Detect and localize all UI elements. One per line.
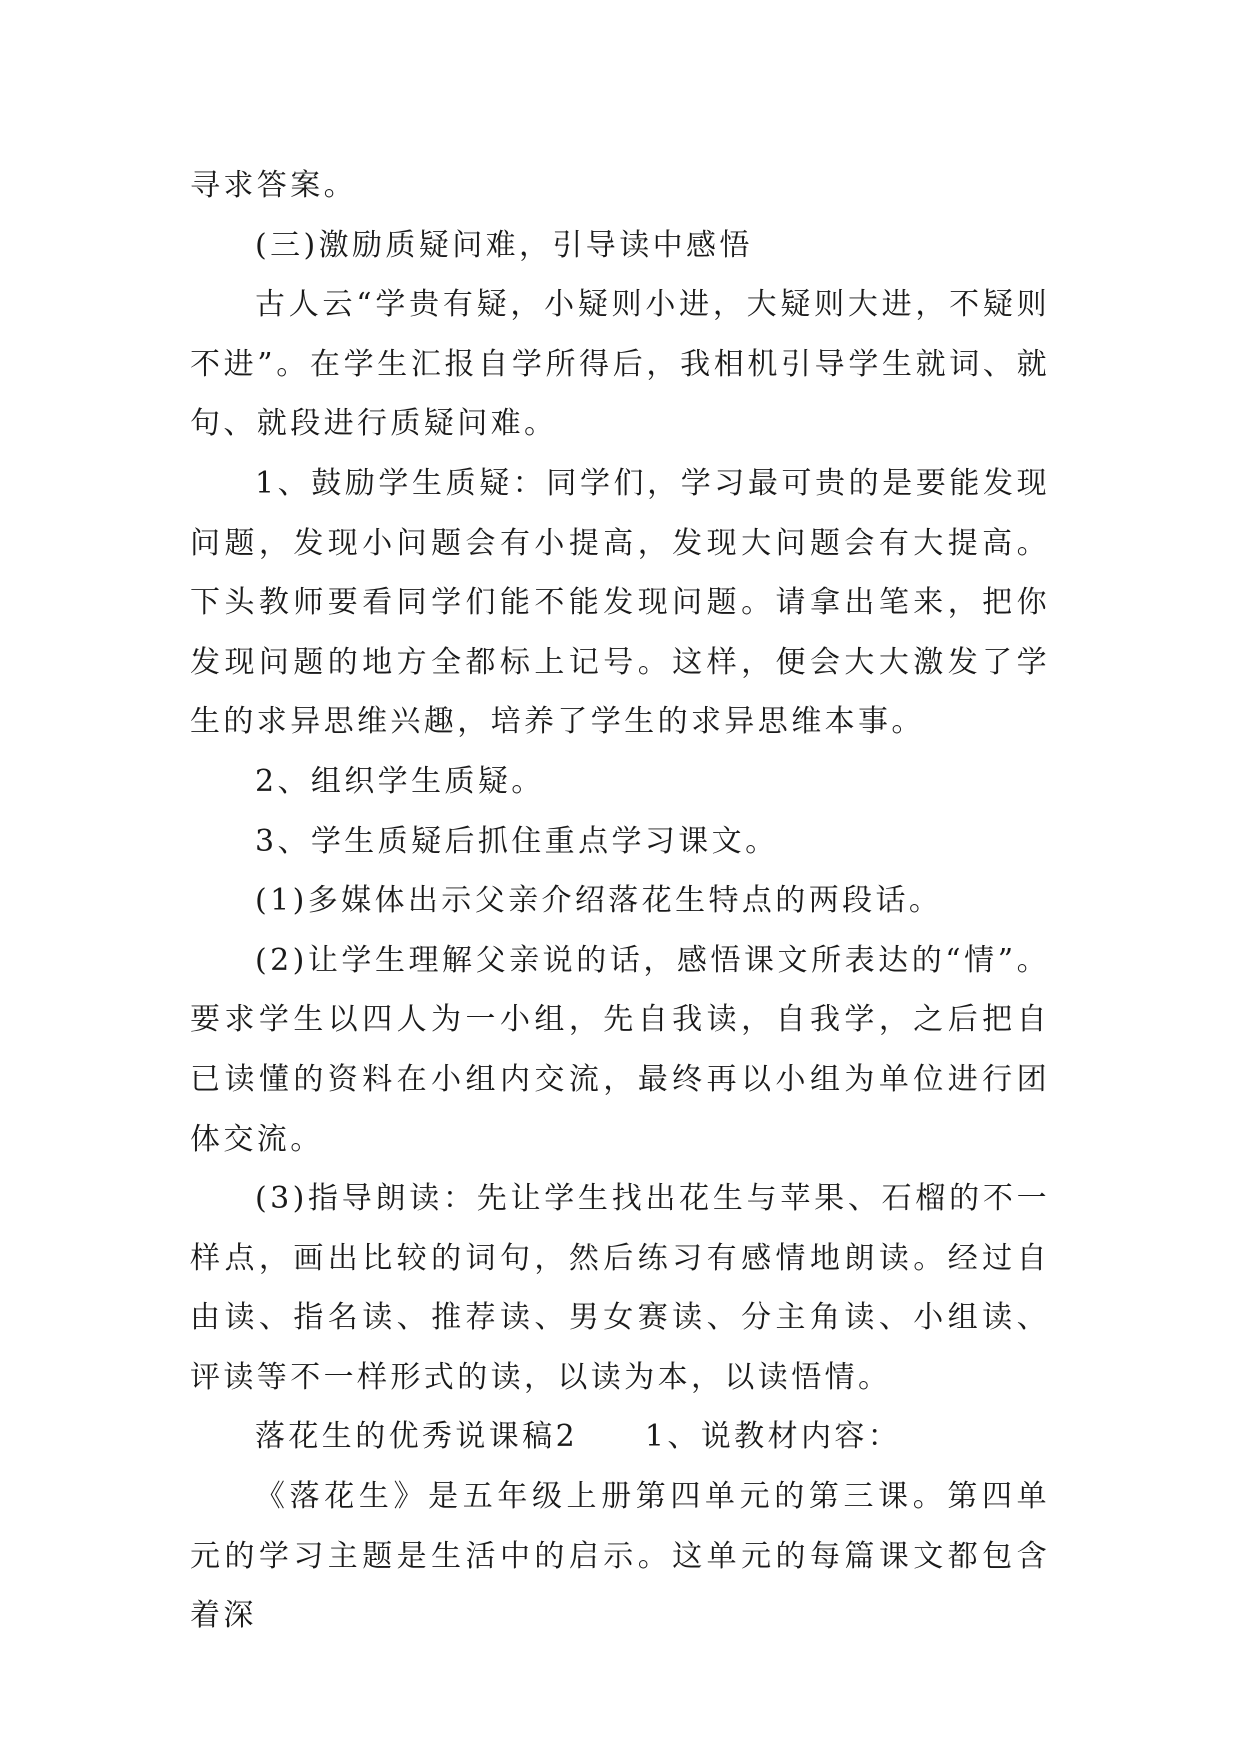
paragraph-focus-study: 3、学生质疑后抓住重点学习课文。	[255, 823, 779, 859]
section-heading-question: (三)激励质疑问难，引导读中感悟	[255, 227, 753, 263]
paragraph-guided-reading: (3)指导朗读：先让学生找出花生与苹果、石榴的不一样点，画出比较的词句，然后练习有感情地朗读。经过自由读、指名读、推荐读、男女赛读、分主角读、小组读、评读等不一样形式的读，以读为本，以读悟情。	[190, 1181, 1050, 1395]
paragraph-lesson-two-heading: 落花生的优秀说课稿2 1、说教材内容：	[255, 1419, 902, 1455]
paragraph-organize-questions: 2、组织学生质疑。	[255, 763, 545, 799]
paragraph-ancient-saying: 古人云“学贵有疑，小疑则小进，大疑则大进，不疑则不进”。在学生汇报自学所得后，我相机引导学生就词、就句、就段进行质疑问难。	[190, 287, 1050, 442]
paragraph-understand-father: (2)让学生理解父亲说的话，感悟课文所表达的“情”。要求学生以四人为一小组，先自我读，自我学，之后把自已读懂的资料在小组内交流，最终再以小组为单位进行团体交流。	[190, 942, 1050, 1157]
paragraph-textbook-intro: 《落花生》是五年级上册第四单元的第三课。第四单元的学习主题是生活中的启示。这单元的每篇课文都包含着深	[190, 1479, 1050, 1634]
paragraph-encourage-questions: 1、鼓励学生质疑：同学们，学习最可贵的是要能发现问题，发现小问题会有小提高，发现大问题会有大提高。下头教师要看同学们能不能发现问题。请拿出笔来，把你发现问题的地方全都标上记号。这样，便会大大激发了学生的求异思维兴趣，培养了学生的求异思维本事。	[190, 465, 1050, 740]
paragraph-answer-end: 寻求答案。	[190, 168, 357, 203]
document-body	[190, 156, 1050, 1646]
paragraph-multimedia: (1)多媒体出示父亲介绍落花生特点的两段话。	[255, 883, 943, 919]
